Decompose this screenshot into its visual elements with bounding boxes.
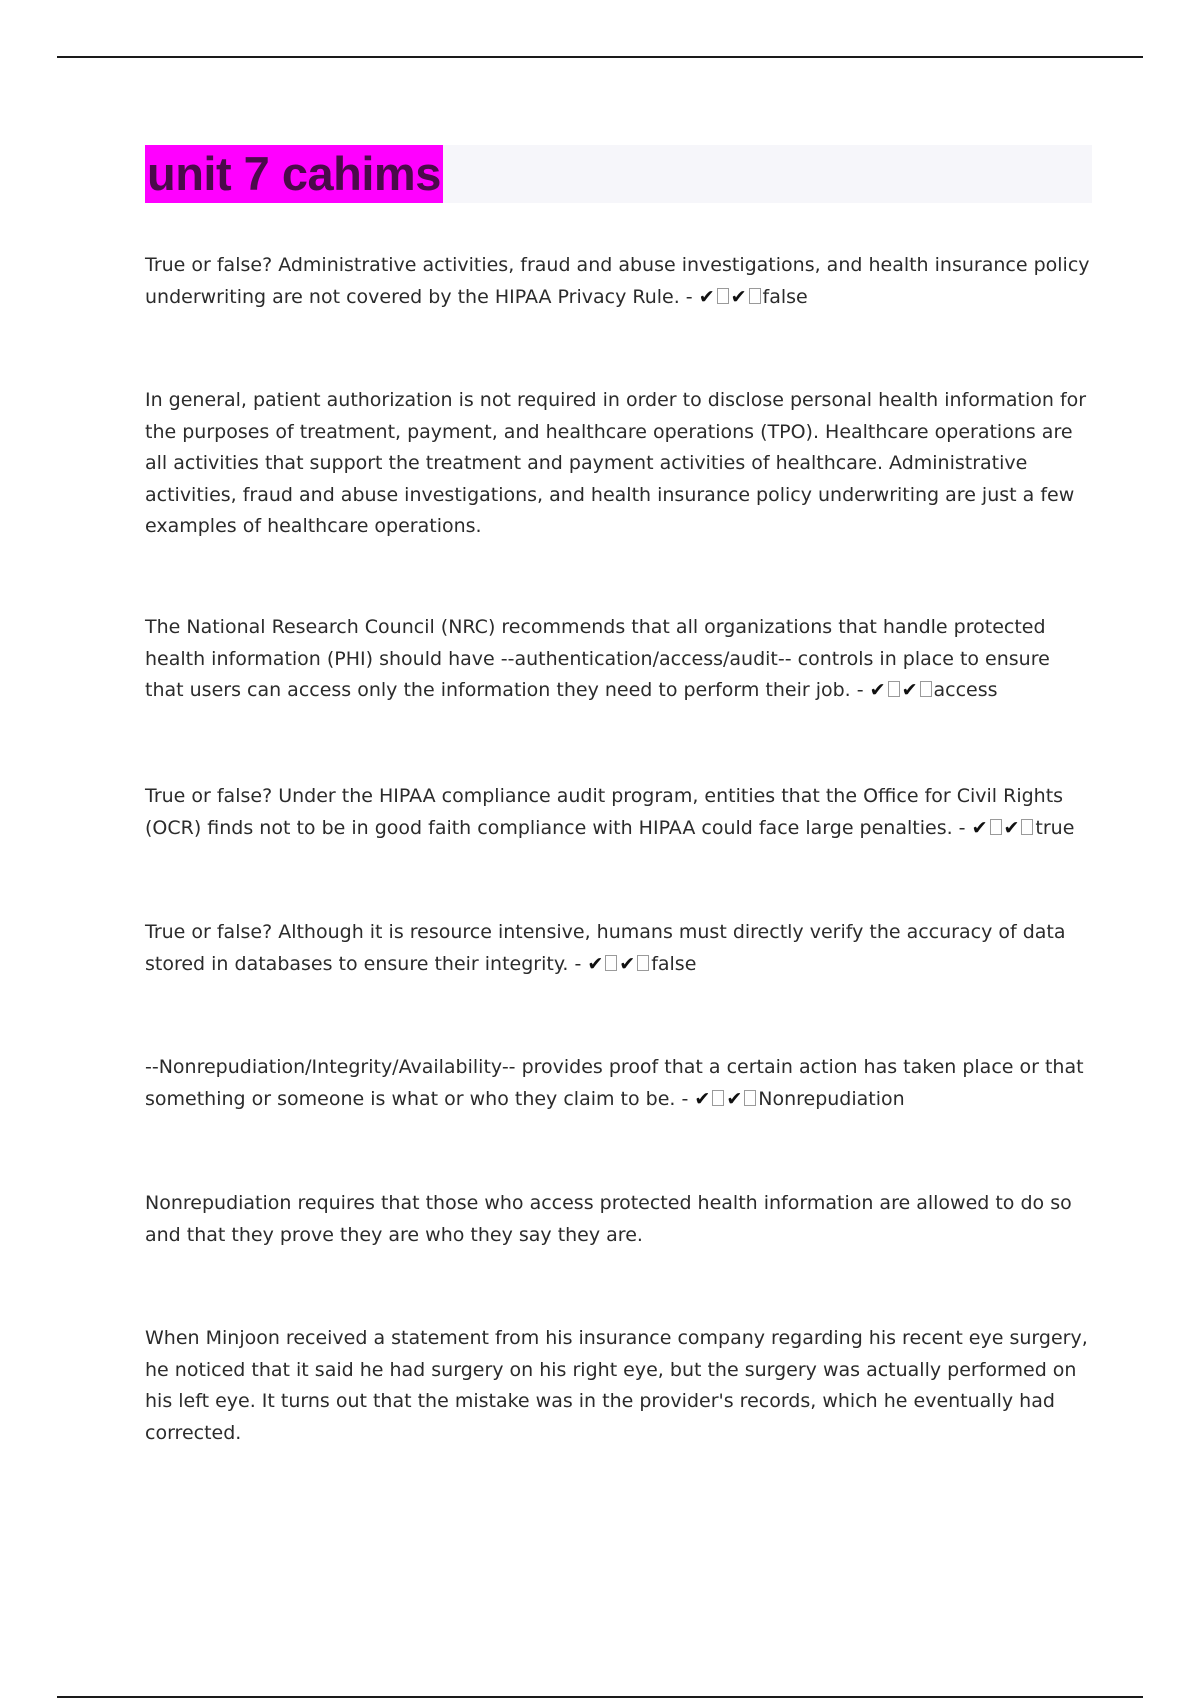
checkbox-glyph-icon <box>717 288 729 304</box>
question-1-text: True or false? Administrative activities, fraud and abuse investigations, and health insurance policy underwriting are not covered by the HIPAA Privacy Rule. - <box>145 254 1090 308</box>
question-3 <box>145 781 1090 844</box>
explanation-2: Nonrepudiation requires that those who access protected health information are allowed to do so and that they prove they are who they say they are. <box>145 1192 1072 1246</box>
answer-mark <box>699 286 763 308</box>
answer-3: true <box>1035 816 1075 839</box>
answer-2: access <box>933 679 998 701</box>
checkbox-glyph-icon <box>712 1090 724 1106</box>
check-icon: ✔ <box>1003 816 1020 839</box>
checkbox-glyph-icon <box>637 955 649 971</box>
answer-mark <box>972 817 1036 839</box>
check-icon: ✔ <box>730 285 747 308</box>
checkbox-glyph-icon <box>990 819 1002 835</box>
checkbox-glyph-icon <box>888 681 900 697</box>
check-icon: ✔ <box>901 679 918 701</box>
answer-mark <box>870 679 934 701</box>
checkbox-glyph-icon <box>605 955 617 971</box>
answer-4: false <box>651 952 697 975</box>
answer-mark <box>694 1088 758 1110</box>
check-icon: ✔ <box>869 679 886 701</box>
answer-mark <box>587 953 651 975</box>
checkbox-glyph-icon <box>920 681 932 697</box>
checkbox-glyph-icon <box>744 1090 756 1106</box>
question-2 <box>145 612 1090 707</box>
question-4 <box>145 917 1090 980</box>
check-icon: ✔ <box>726 1087 743 1110</box>
answer-5: Nonrepudiation <box>758 1087 905 1110</box>
checkbox-glyph-icon <box>749 288 761 304</box>
question-5 <box>145 1052 1090 1115</box>
checkbox-glyph-icon <box>1021 819 1033 835</box>
explanation-1: In general, patient authorization is not required in order to disclose personal health information for the purposes of treatment, payment, and healthcare operations (TPO). Healthcare operations are all activities that support the treatment and payment activities of healthcare. Administrative activities, fraud and abuse investigations, and health insurance policy underwriting are just a few examples of healthcare operations. <box>145 389 1087 537</box>
footer-rule <box>57 1696 1143 1698</box>
document-title: unit 7 cahims <box>145 145 443 203</box>
question-4-text: True or false? Although it is resource intensive, humans must directly verify the accuracy of data stored in databases to ensure their integrity. - <box>145 921 1066 975</box>
check-icon: ✔ <box>619 952 636 975</box>
header-rule <box>57 56 1143 58</box>
question-5-text: --Nonrepudiation/Integrity/Availability-- provides proof that a certain action has taken place or that something or someone is what or who they claim to be. - <box>145 1056 1084 1110</box>
check-icon: ✔ <box>971 816 988 839</box>
question-2-text: The National Research Council (NRC) recommends that all organizations that handle protected health information (PHI) should have --authentication/access/audit-- controls in place to ensure that users can access only the information they need to perform their job. - <box>145 616 1050 701</box>
answer-1: false <box>762 285 808 308</box>
explanation-3: When Minjoon received a statement from his insurance company regarding his recent eye surgery, he noticed that it said he had surgery on his right eye, but the surgery was actually performed on his left eye. It turns out that the mistake was in the provider's records, which he eventually had corrected. <box>145 1327 1088 1444</box>
check-icon: ✔ <box>698 285 715 308</box>
question-3-text: True or false? Under the HIPAA compliance audit program, entities that the Office for Civil Rights (OCR) finds not to be in good faith compliance with HIPAA could face large penalties. - <box>145 785 1064 839</box>
check-icon: ✔ <box>694 1087 711 1110</box>
question-1 <box>145 250 1090 313</box>
check-icon: ✔ <box>587 952 604 975</box>
